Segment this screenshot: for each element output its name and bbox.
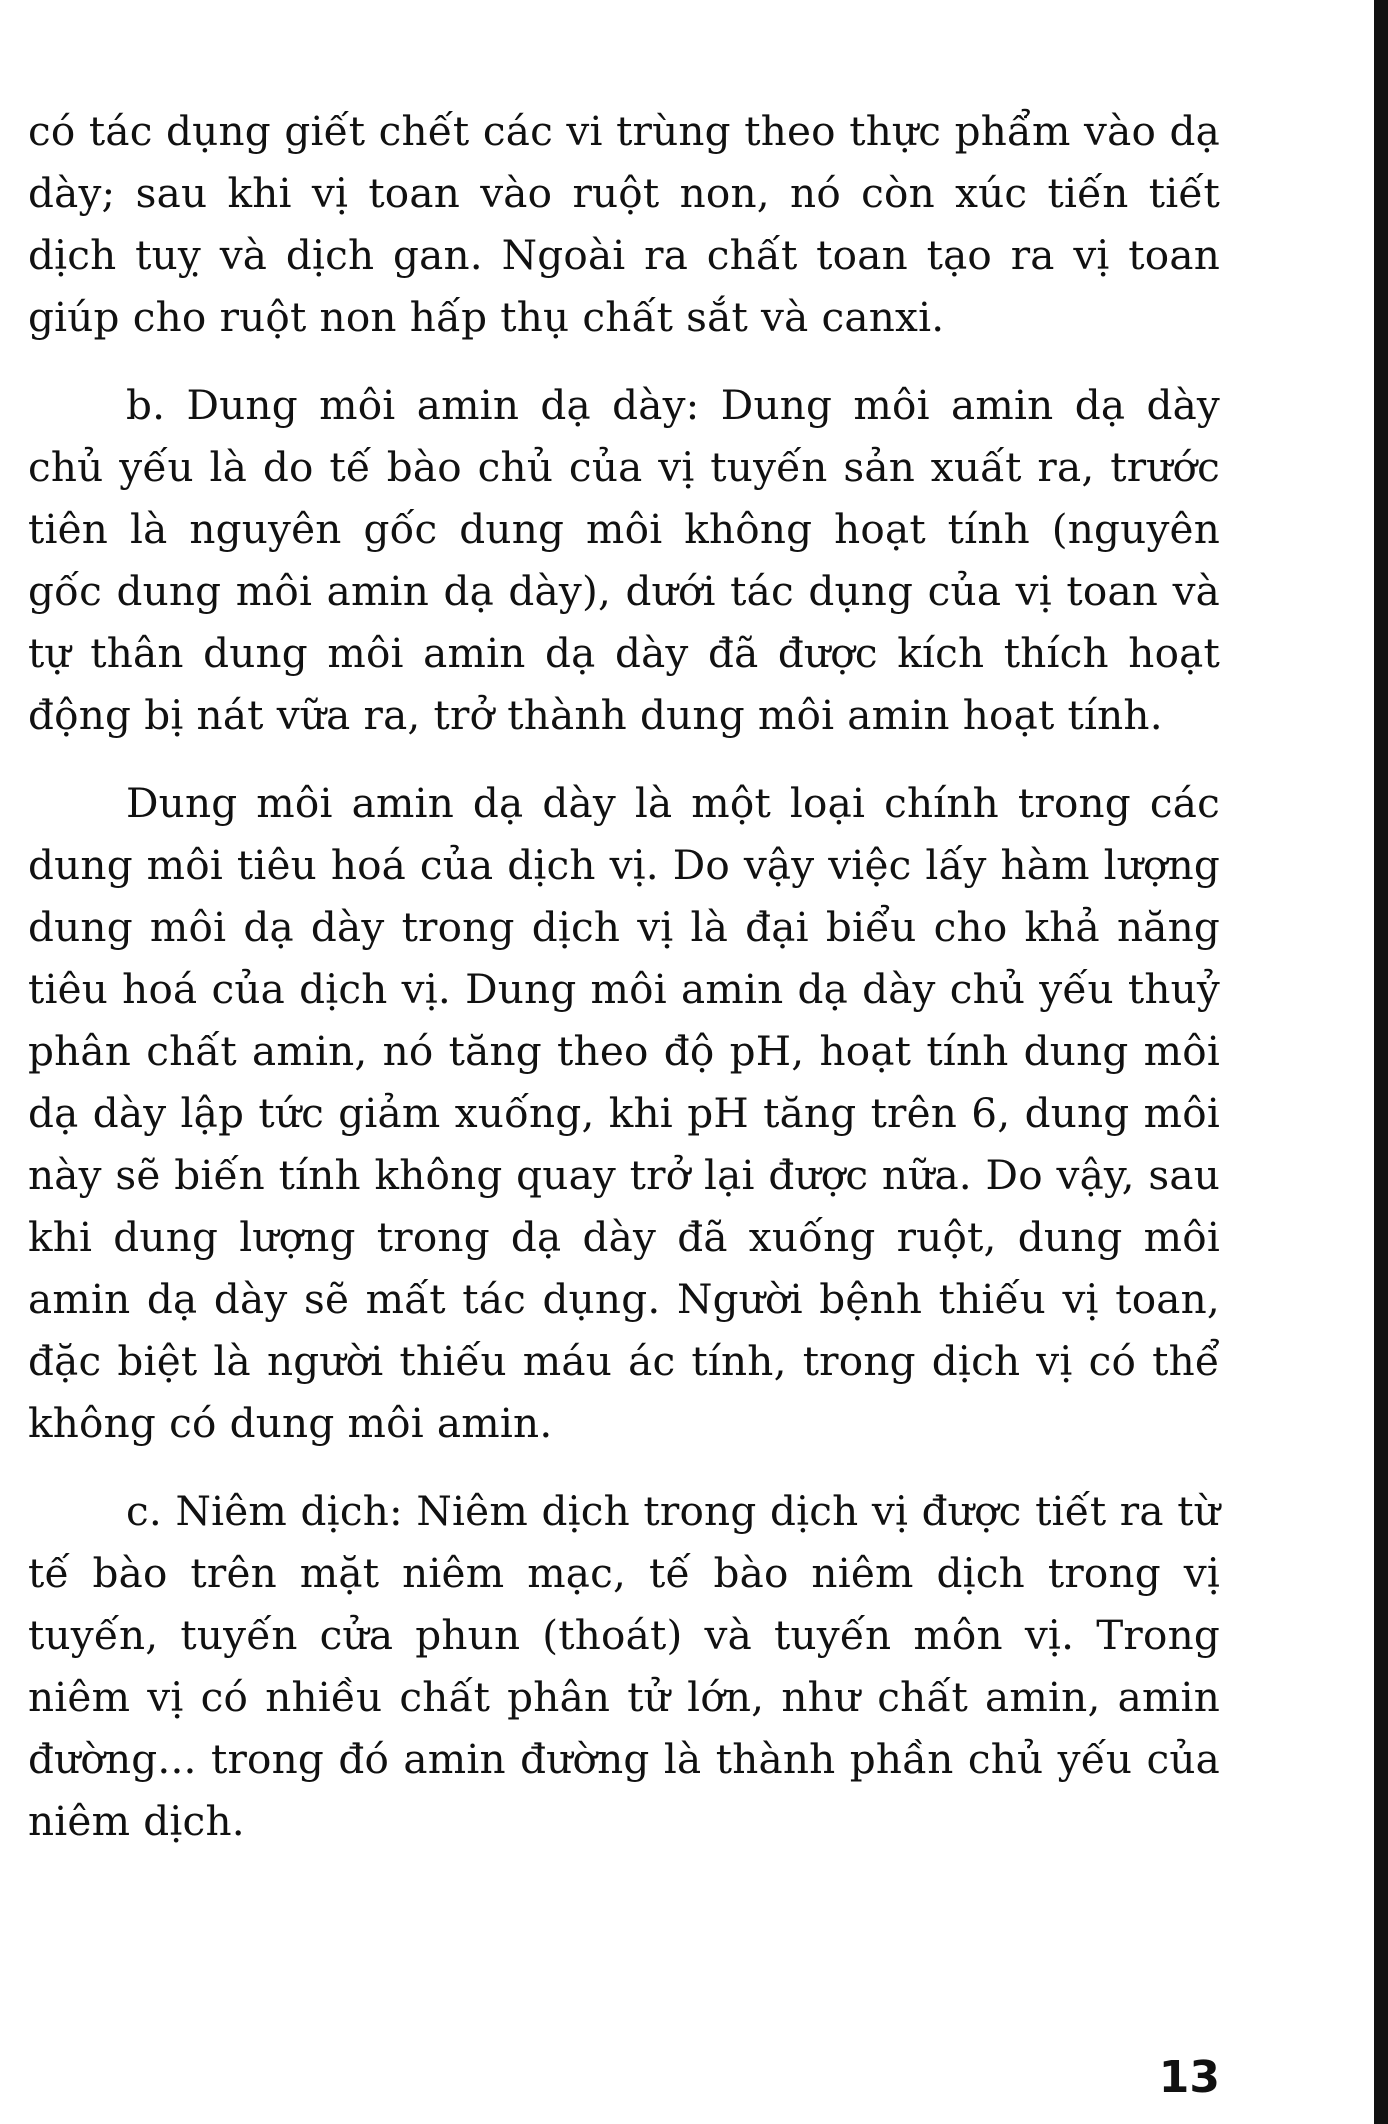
- paragraph-section-b: b. Dung môi amin dạ dày: Dung môi amin dạ dày chủ yếu là do tế bào chủ của vị tuyến sản xuất ra, trước tiên là nguyên gốc dung môi không hoạt tính (nguyên gốc dung môi amin dạ dày), dưới tác dụng của vị toan và tự thân dung môi amin dạ dày đã được kích thích hoạt động bị nát vữa ra, trở thành dung môi amin hoạt tính.: [28, 381, 1220, 739]
- paragraph-section-c: c. Niêm dịch: Niêm dịch trong dịch vị được tiết ra từ tế bào trên mặt niêm mạc, tế bào niêm dịch trong vị tuyến, tuyến cửa phun (thoát) và tuyến môn vị. Trong niêm vị có nhiều chất phân tử lớn, như chất amin, amin đường... trong đó amin đường là thành phần chủ yếu của niêm dịch.: [28, 1487, 1220, 1845]
- scan-edge-border: [1374, 0, 1388, 2124]
- paragraph-continuation: có tác dụng giết chết các vi trùng theo thực phẩm vào dạ dày; sau khi vị toan vào ruột non, nó còn xúc tiến tiết dịch tuỵ và dịch gan. Ngoài ra chất toan tạo ra vị toan giúp cho ruột non hấp thụ chất sắt và canxi.: [28, 107, 1220, 341]
- paragraph-pepsin-detail: Dung môi amin dạ dày là một loại chính trong các dung môi tiêu hoá của dịch vị. Do vậy việc lấy hàm lượng dung môi dạ dày trong dịch vị là đại biểu cho khả năng tiêu hoá của dịch vị. Dung môi amin dạ dày chủ yếu thuỷ phân chất amin, nó tăng theo độ pH, hoạt tính dung môi dạ dày lập tức giảm xuống, khi pH tăng trên 6, dung môi này sẽ biến tính không quay trở lại được nữa. Do vậy, sau khi dung lượng trong dạ dày đã xuống ruột, dung môi amin dạ dày sẽ mất tác dụng. Người bệnh thiếu vị toan, đặc biệt là người thiếu máu ác tính, trong dịch vị có thể không có dung môi amin.: [28, 779, 1220, 1447]
- page-number: 13: [1158, 2052, 1220, 2103]
- page-body: [28, 100, 1220, 1852]
